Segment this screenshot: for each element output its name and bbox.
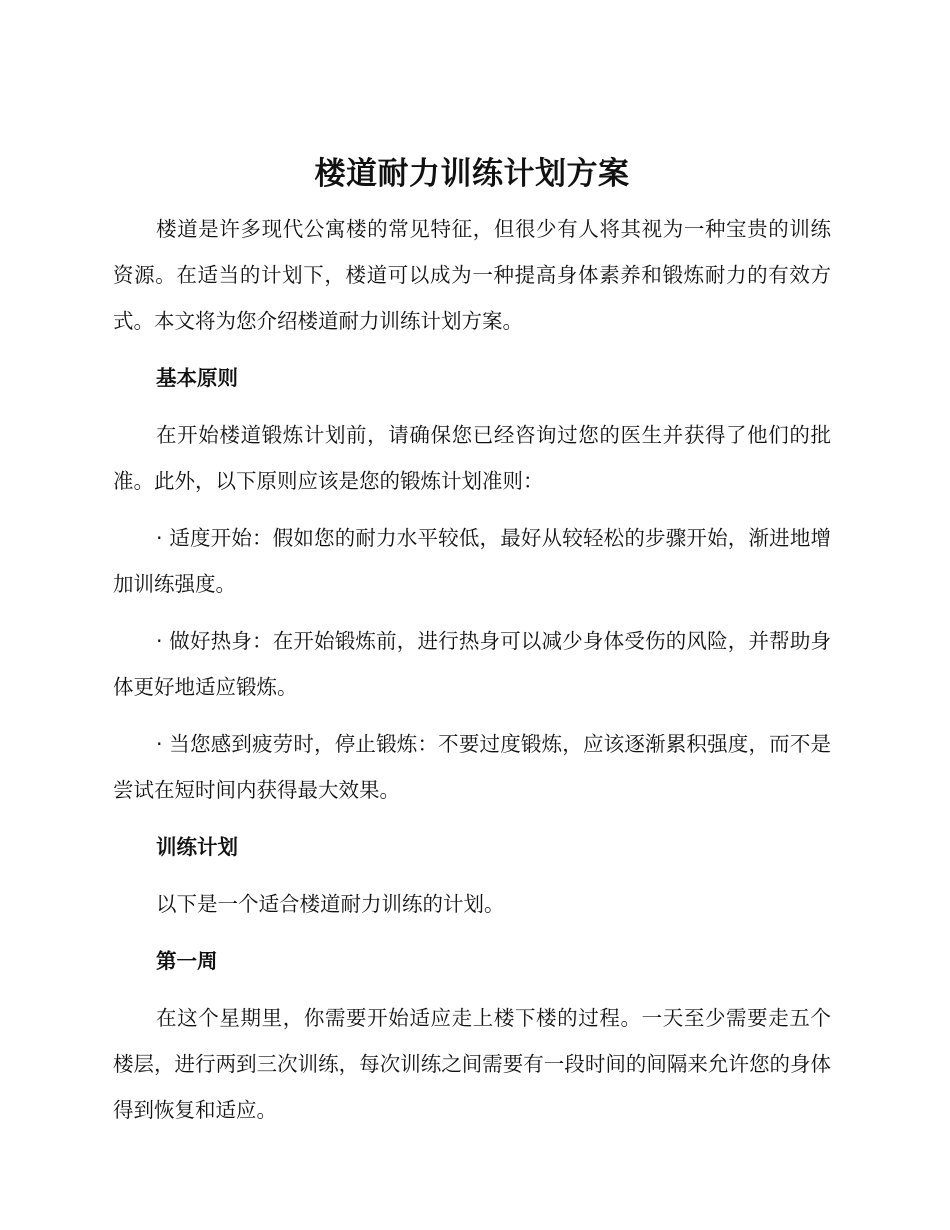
principles-paragraph: 在开始楼道锻炼计划前，请确保您已经咨询过您的医生并获得了他们的批准。此外，以下原则应该是您的锻炼计划准则： <box>113 423 831 493</box>
section-heading-week-one: 第一周 <box>156 949 218 973</box>
spacer <box>113 927 831 938</box>
bullet-item: · 当您感到疲劳时，停止锻炼：不要过度锻炼，应该逐渐累积强度，而不是尝试在短时间内获得最大效果。 <box>113 732 831 802</box>
training-plan-paragraph: 以下是一个适合楼道耐力训练的计划。 <box>156 892 505 916</box>
spacer <box>113 984 831 995</box>
intro-paragraph: 楼道是许多现代公寓楼的常见特征，但很少有人将其视为一种宝贵的训练资源。在适当的计划下，楼道可以成为一种提高身体素养和锻炼耐力的有效方式。本文将为您介绍楼道耐力训练计划方案。 <box>113 217 831 333</box>
spacer <box>113 813 831 824</box>
spacer <box>113 401 831 412</box>
section-heading-basic-principles: 基本原则 <box>156 366 239 390</box>
week-one-paragraph: 在这个星期里，你需要开始适应走上楼下楼的过程。一天至少需要走五个楼层，进行两到三次训练，每次训练之间需要有一段时间的间隔来允许您的身体得到恢复和适应。 <box>113 1006 831 1122</box>
spacer <box>113 607 831 618</box>
section-heading-training-plan: 训练计划 <box>156 835 239 859</box>
spacer <box>113 344 831 355</box>
spacer <box>113 504 831 515</box>
bullet-item: · 适度开始：假如您的耐力水平较低，最好从较轻松的步骤开始，渐进地增加训练强度。 <box>113 526 831 596</box>
spacer <box>113 710 831 721</box>
document-page <box>113 148 831 1133</box>
bullet-item: · 做好热身：在开始锻炼前，进行热身可以减少身体受伤的风险，并帮助身体更好地适应锻炼。 <box>113 629 831 699</box>
spacer <box>113 870 831 881</box>
document-title: 楼道耐力训练计划方案 <box>314 156 630 192</box>
